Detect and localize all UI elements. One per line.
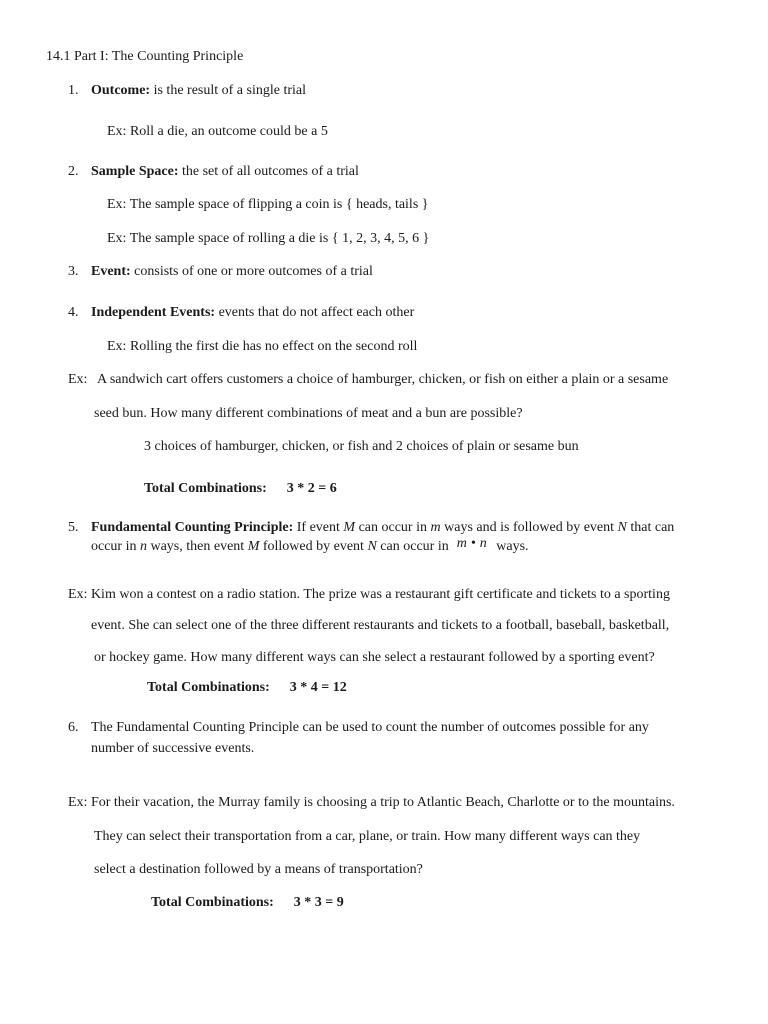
definition-text: can occur in [376,539,449,554]
page-title: 14.1 Part I: The Counting Principle [46,49,244,64]
example-note: 3 choices of hamburger, chicken, or fish and 2 choices of plain or sesame bun [144,439,579,454]
term-label: Sample Space: [91,164,179,179]
total-expression: 3 * 2 = 6 [286,481,337,496]
definition-fundamental-counting-principle [91,520,674,536]
variable-n: n [139,539,147,554]
example-problem-line: seed bun. How many different combinations of meat and a bun are possible? [94,406,523,421]
definition-text: is the result of a single trial [150,83,307,98]
item-text: number of successive events. [91,741,255,756]
example-problem-line: A sandwich cart offers customers a choice of hamburger, chicken, or fish on either a plain or a sesame [97,372,669,387]
product-expression [457,536,487,552]
definition-text: If event [293,520,344,535]
total-combinations [147,680,347,696]
term-label: Event: [91,264,131,279]
definition-text: followed by event [259,539,368,554]
variable-n: n [479,536,487,551]
definition-event [91,264,373,280]
term-label: Outcome: [91,83,151,98]
definition-text: the set of all outcomes of a trial [178,164,359,179]
example-text: Ex: Rolling the first die has no effect on the second roll [107,339,418,354]
example-problem-line: select a destination followed by a means of transportation? [94,862,423,877]
definition-sample-space [91,164,359,180]
definition-text: can occur in [355,520,431,535]
total-combinations [144,481,337,497]
example-problem-line: They can select their transportation from a car, plane, or train. How many different ways can they [94,829,641,844]
variable-m-upper: M [343,520,356,535]
example-problem-line: or hockey game. How many different ways can she select a restaurant followed by a sporting event? [94,650,655,665]
total-combinations [151,895,344,911]
total-expression: 3 * 3 = 9 [293,895,344,910]
bullet-operator: • [470,536,476,551]
variable-m-upper: M [247,539,260,554]
total-expression: 3 * 4 = 12 [289,680,347,695]
item-number: 3. [68,264,79,279]
definition-continuation [91,536,529,555]
definition-text: ways. [492,539,529,554]
example-text: Ex: The sample space of flipping a coin is { heads, tails } [107,197,429,212]
definition-outcome [91,83,306,99]
item-number: 6. [68,720,79,735]
example-problem-line: Ex: For their vacation, the Murray family is choosing a trip to Atlantic Beach, Charlotte or to the mountains. [68,795,675,810]
example-problem-line: Ex: Kim won a contest on a radio station. The prize was a restaurant gift certificate and tickets to a sporting [68,587,670,602]
example-text: Ex: The sample space of rolling a die is { 1, 2, 3, 4, 5, 6 } [107,231,430,246]
total-label: Total Combinations: [144,481,267,496]
definition-text: ways and is followed by event [440,520,618,535]
item-text: The Fundamental Counting Principle can be used to count the number of outcomes possible for any [91,720,649,735]
total-label: Total Combinations: [151,895,274,910]
example-problem-line: event. She can select one of the three different restaurants and tickets to a football, baseball, basketball, [91,618,670,633]
item-number: 4. [68,305,79,320]
variable-m: m [456,536,467,551]
definition-text: events that do not affect each other [215,305,415,320]
variable-n-upper: N [617,520,627,535]
variable-m: m [430,520,441,535]
term-label: Fundamental Counting Principle: [91,520,294,535]
definition-text: that can [626,520,675,535]
total-label: Total Combinations: [147,680,270,695]
item-number: 5. [68,520,79,535]
variable-n-upper: N [367,539,377,554]
example-text: Ex: Roll a die, an outcome could be a 5 [107,124,328,139]
definition-text: occur in [91,539,140,554]
item-number: 1. [68,83,79,98]
example-lead: Ex: [68,372,88,387]
term-label: Independent Events: [91,305,216,320]
definition-text: consists of one or more outcomes of a trial [130,264,373,279]
definition-independent-events [91,305,414,321]
item-number: 2. [68,164,79,179]
definition-text: ways, then event [146,539,248,554]
